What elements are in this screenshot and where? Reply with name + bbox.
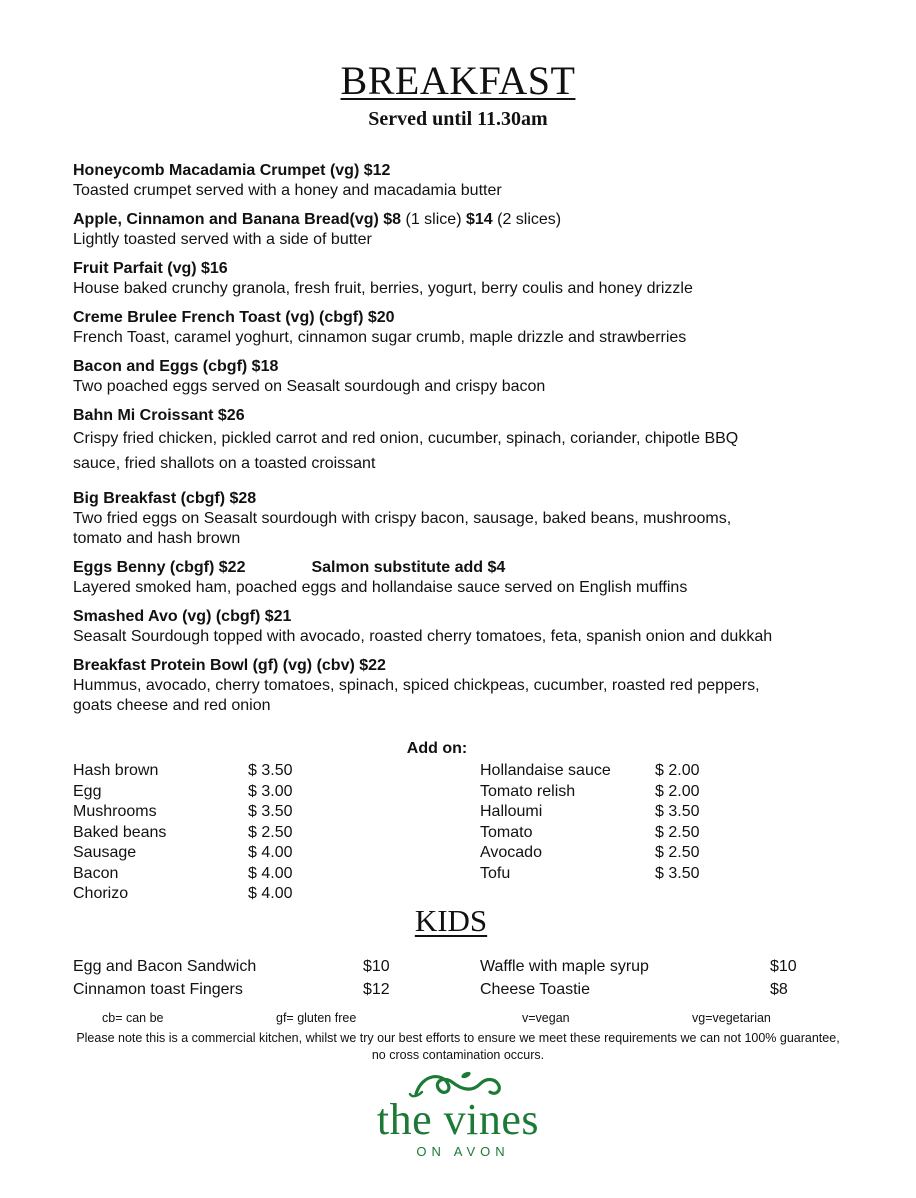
logo-wordmark: the vines — [376, 1095, 540, 1144]
item-description: Layered smoked ham, poached eggs and hollandaise sauce served on English muffins — [73, 579, 688, 596]
item-name: Creme Brulee French Toast (vg) (cbgf) $20 — [73, 309, 395, 326]
menu-item — [73, 259, 873, 299]
kids-left-column — [73, 955, 413, 1001]
item-name: Bahn Mi Croissant $26 — [73, 407, 245, 424]
item-name: Smashed Avo (vg) (cbgf) $21 — [73, 608, 292, 625]
kids-row: Egg and Bacon Sandwich $10 — [73, 958, 390, 975]
addon-row: Avocado $ 2.50 — [480, 844, 700, 861]
menu-item — [73, 656, 873, 716]
item-description: Crispy fried chicken, pickled carrot and red onion, cucumber, spinach, coriander, chipotle BBQ sauce, fried shallots on a toasted croissant — [73, 430, 739, 472]
addon-row: Halloumi $ 3.50 — [480, 803, 700, 820]
brand-logo — [0, 1068, 916, 1159]
menu-item — [73, 558, 873, 598]
menu-item — [73, 308, 873, 348]
item-name: Big Breakfast (cbgf) $28 — [73, 490, 257, 507]
item-name: Breakfast Protein Bowl (gf) (vg) (cbv) $22 — [73, 657, 386, 674]
page-title: BREAKFAST — [340, 58, 576, 103]
item-name: Apple, Cinnamon and Banana Bread(vg) $8 (1 slice) $14 (2 slices) — [73, 211, 562, 228]
item-description: House baked crunchy granola, fresh fruit, berries, yogurt, berry coulis and honey drizzle — [73, 280, 693, 297]
addon-row: Egg $ 3.00 — [73, 782, 293, 800]
menu-items-list — [73, 161, 873, 725]
menu-item — [73, 161, 873, 201]
kids-row: Waffle with maple syrup $10 — [480, 958, 797, 975]
kids-right-column — [480, 955, 820, 1001]
addon-row: Tomato relish $ 2.00 — [480, 782, 700, 800]
addons-right-column — [480, 761, 740, 884]
item-name: Fruit Parfait (vg) $16 — [73, 260, 228, 277]
addon-row: Hash brown $ 3.50 — [73, 762, 293, 779]
legend-gf: gf= gluten free — [276, 1011, 357, 1025]
addon-row: Baked beans $ 2.50 — [73, 823, 293, 841]
addons-title: Add on: — [406, 740, 468, 757]
item-description: Two fried eggs on Seasalt sourdough with crispy bacon, sausage, baked beans, mushrooms, tomato and hash brown — [73, 510, 732, 547]
kids-title: KIDS — [414, 903, 488, 938]
menu-item — [73, 357, 873, 397]
addon-row: Mushrooms $ 3.50 — [73, 803, 293, 820]
kids-row: Cheese Toastie $8 — [480, 981, 788, 998]
legend-cb: cb= can be — [102, 1011, 164, 1025]
menu-item — [73, 406, 873, 476]
addon-row: Chorizo $ 4.00 — [73, 885, 293, 902]
addon-row: Tofu $ 3.50 — [480, 864, 700, 882]
item-description: French Toast, caramel yoghurt, cinnamon sugar crumb, maple drizzle and strawberries — [73, 329, 687, 346]
item-description: Seasalt Sourdough topped with avocado, roasted cherry tomatoes, feta, spanish onion and dukkah — [73, 628, 773, 645]
menu-item — [73, 489, 873, 549]
item-extra: Salmon substitute add $4 — [311, 559, 506, 576]
menu-item — [73, 210, 873, 250]
item-description: Lightly toasted served with a side of butter — [73, 231, 372, 248]
addon-row: Sausage $ 4.00 — [73, 844, 293, 861]
addons-left-column — [73, 761, 333, 905]
addon-row: Hollandaise sauce $ 2.00 — [480, 762, 700, 779]
addon-row: Tomato $ 2.50 — [480, 823, 700, 841]
item-name: Honeycomb Macadamia Crumpet (vg) $12 — [73, 162, 391, 179]
item-name: Eggs Benny (cbgf) $22 Salmon substitute add $4 — [73, 559, 506, 576]
legend-v: v=vegan — [522, 1011, 570, 1025]
item-description: Two poached eggs served on Seasalt sourdough and crispy bacon — [73, 378, 546, 395]
addon-row: Bacon $ 4.00 — [73, 864, 293, 882]
item-description: Toasted crumpet served with a honey and macadamia butter — [73, 182, 502, 199]
item-name: Bacon and Eggs (cbgf) $18 — [73, 358, 279, 375]
legend-vg: vg=vegetarian — [692, 1011, 771, 1025]
kids-row: Cinnamon toast Fingers $12 — [73, 981, 390, 998]
page-subtitle: Served until 11.30am — [368, 108, 548, 130]
logo-subtitle: ON AVON — [416, 1144, 510, 1159]
item-description: Hummus, avocado, cherry tomatoes, spinach, spiced chickpeas, cucumber, roasted red peppers, goats cheese and red onion — [73, 677, 760, 714]
menu-item — [73, 607, 873, 647]
allergen-note: Please note this is a commercial kitchen, whilst we try our best efforts to ensure we meet these requirements we can not 100% guarantee, no cross contamination occurs. — [76, 1031, 840, 1062]
